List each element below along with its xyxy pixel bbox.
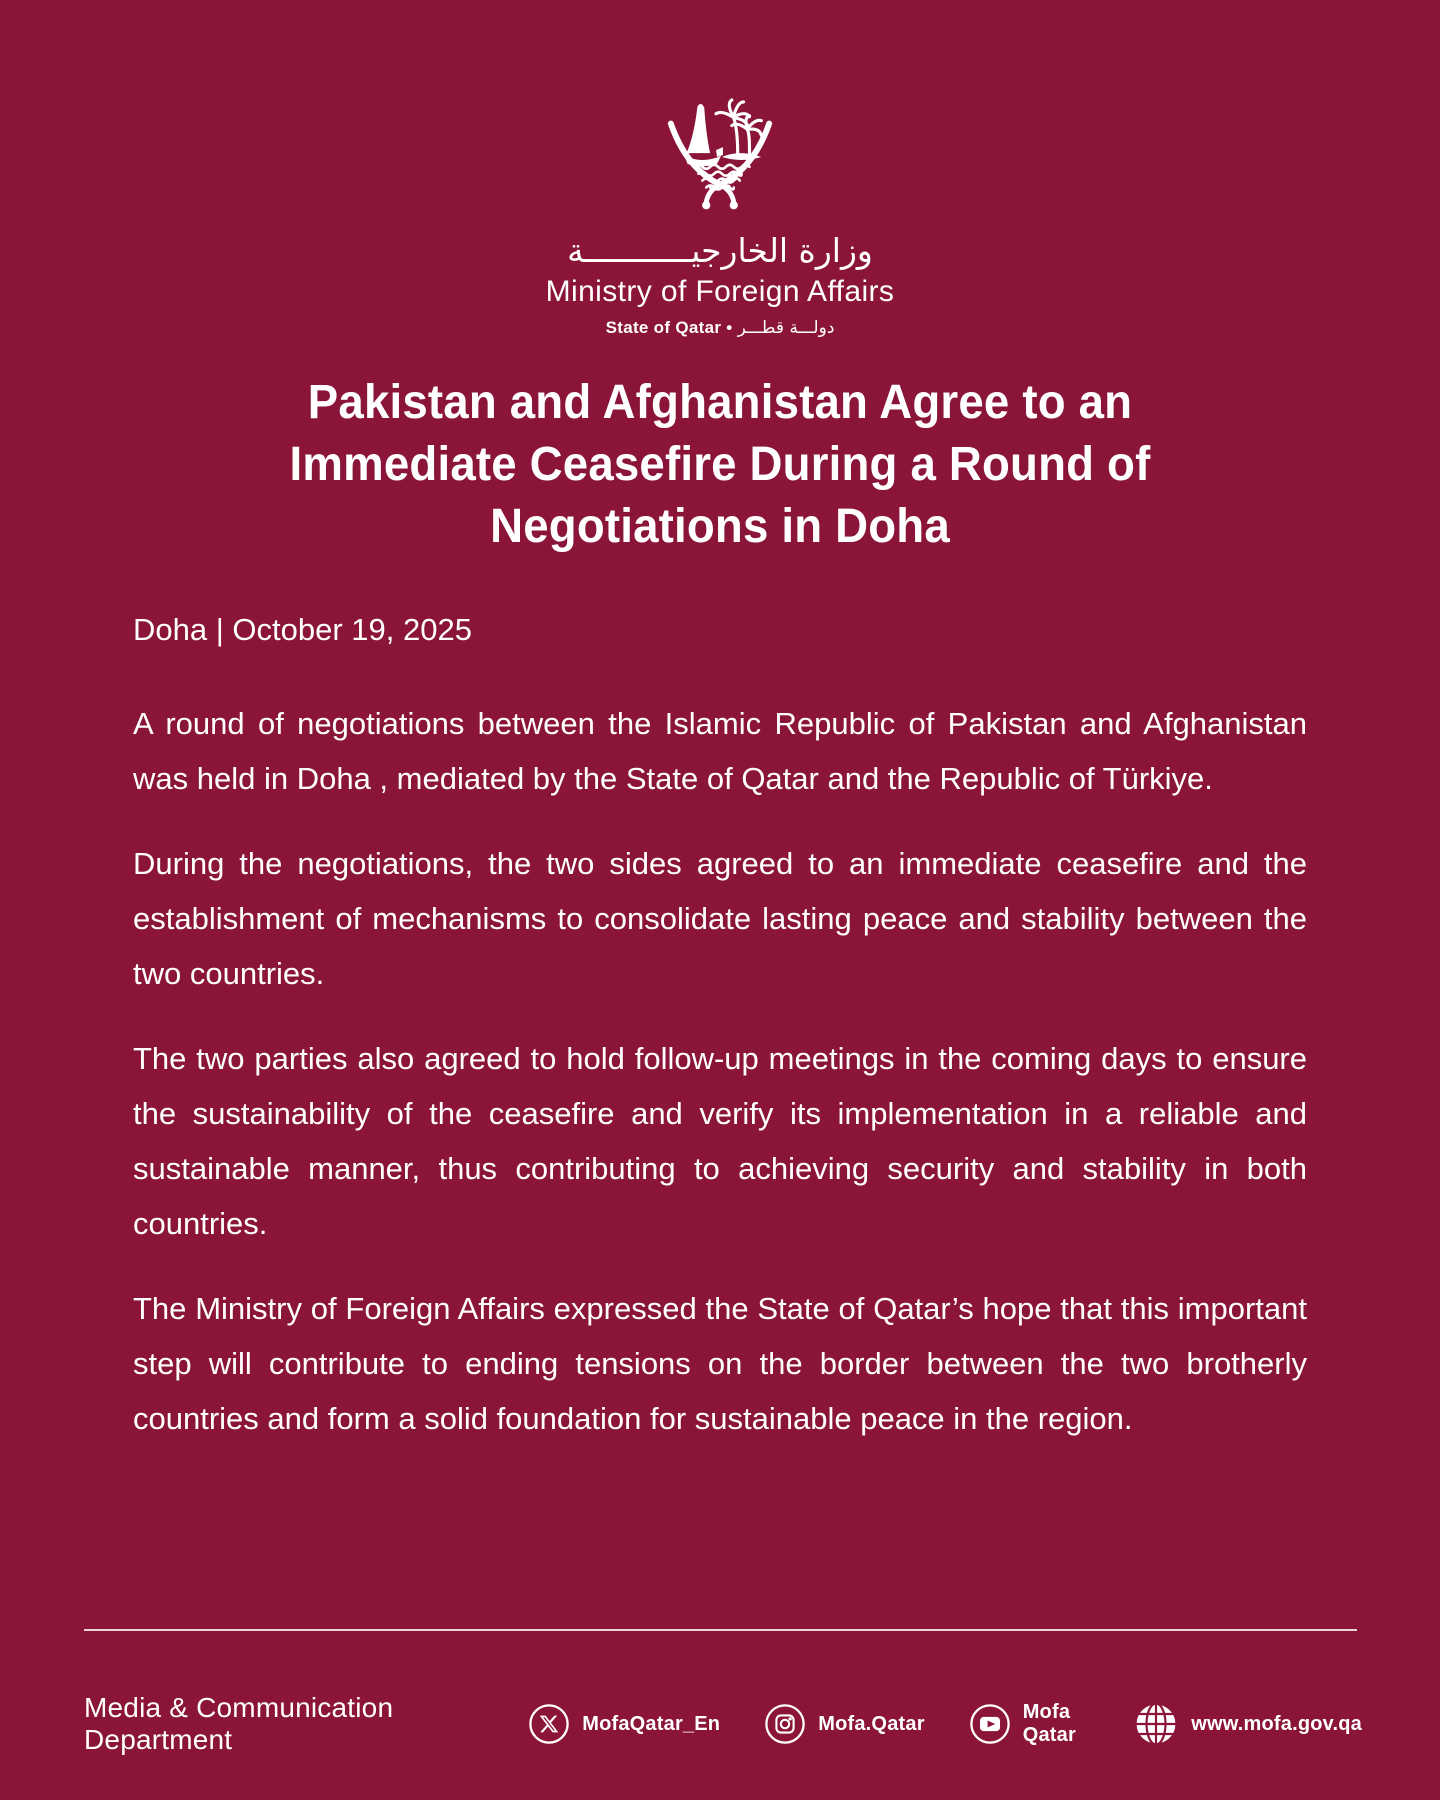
qatar-mofa-emblem-icon: [0, 92, 1440, 222]
social-link-youtube[interactable]: [969, 1701, 1090, 1747]
state-of-qatar-arabic: دولـــة قطـــر: [737, 317, 835, 338]
youtube-handle: Mofa Qatar: [1022, 1701, 1076, 1746]
press-release-body: [133, 612, 1307, 1476]
social-link-website[interactable]: [1133, 1701, 1362, 1747]
social-link-instagram[interactable]: [764, 1703, 924, 1745]
title-line-2: Immediate Ceasefire During a Round of: [289, 438, 1151, 491]
department-label: Media & Communication Department: [84, 1692, 394, 1755]
state-of-qatar-english: State of Qatar •: [605, 317, 733, 337]
dateline: Doha | October 19, 2025: [133, 612, 472, 647]
footer: [84, 1692, 1362, 1756]
instagram-icon: [764, 1703, 806, 1745]
globe-icon: [1133, 1701, 1179, 1747]
press-release-title: [36, 372, 1404, 558]
youtube-icon: [969, 1703, 1011, 1745]
x-icon: [528, 1703, 570, 1745]
instagram-handle: Mofa.Qatar: [818, 1712, 925, 1735]
ministry-name-arabic: وزارة الخارجيـــــــــــة: [567, 231, 873, 270]
paragraph-4: The Ministry of Foreign Affairs expressed the State of Qatar’s hope that this important step will contribute to ending tensions on the border between the two brotherly countries and form a solid foundation for sustainable peace in the region.: [133, 1291, 1307, 1436]
state-of-qatar-line: [0, 318, 1440, 338]
paragraph-3: The two parties also agreed to hold follow-up meetings in the coming days to ensure the sustainability of the ceasefire and verify its implementation in a reliable and sustainable manner, thus contributing to achieving security and stability in both countries.: [133, 1041, 1307, 1241]
header: [0, 92, 1440, 338]
paragraph-1: A round of negotiations between the Islamic Republic of Pakistan and Afghanistan was held in Doha , mediated by the State of Qatar and the Republic of Türkiye.: [133, 706, 1307, 796]
paragraph-2: During the negotiations, the two sides agreed to an immediate ceasefire and the establishment of mechanisms to consolidate lasting peace and stability between the two countries.: [133, 846, 1307, 991]
title-line-3: Negotiations in Doha: [490, 500, 950, 553]
title-line-1: Pakistan and Afghanistan Agree to an: [307, 376, 1133, 429]
footer-divider: [84, 1629, 1357, 1631]
social-link-x[interactable]: [528, 1703, 720, 1745]
ministry-name-english: Ministry of Foreign Affairs: [545, 274, 895, 308]
x-handle: MofaQatar_En: [582, 1712, 721, 1735]
social-links: [528, 1701, 1362, 1747]
website-url: www.mofa.gov.qa: [1191, 1712, 1362, 1735]
